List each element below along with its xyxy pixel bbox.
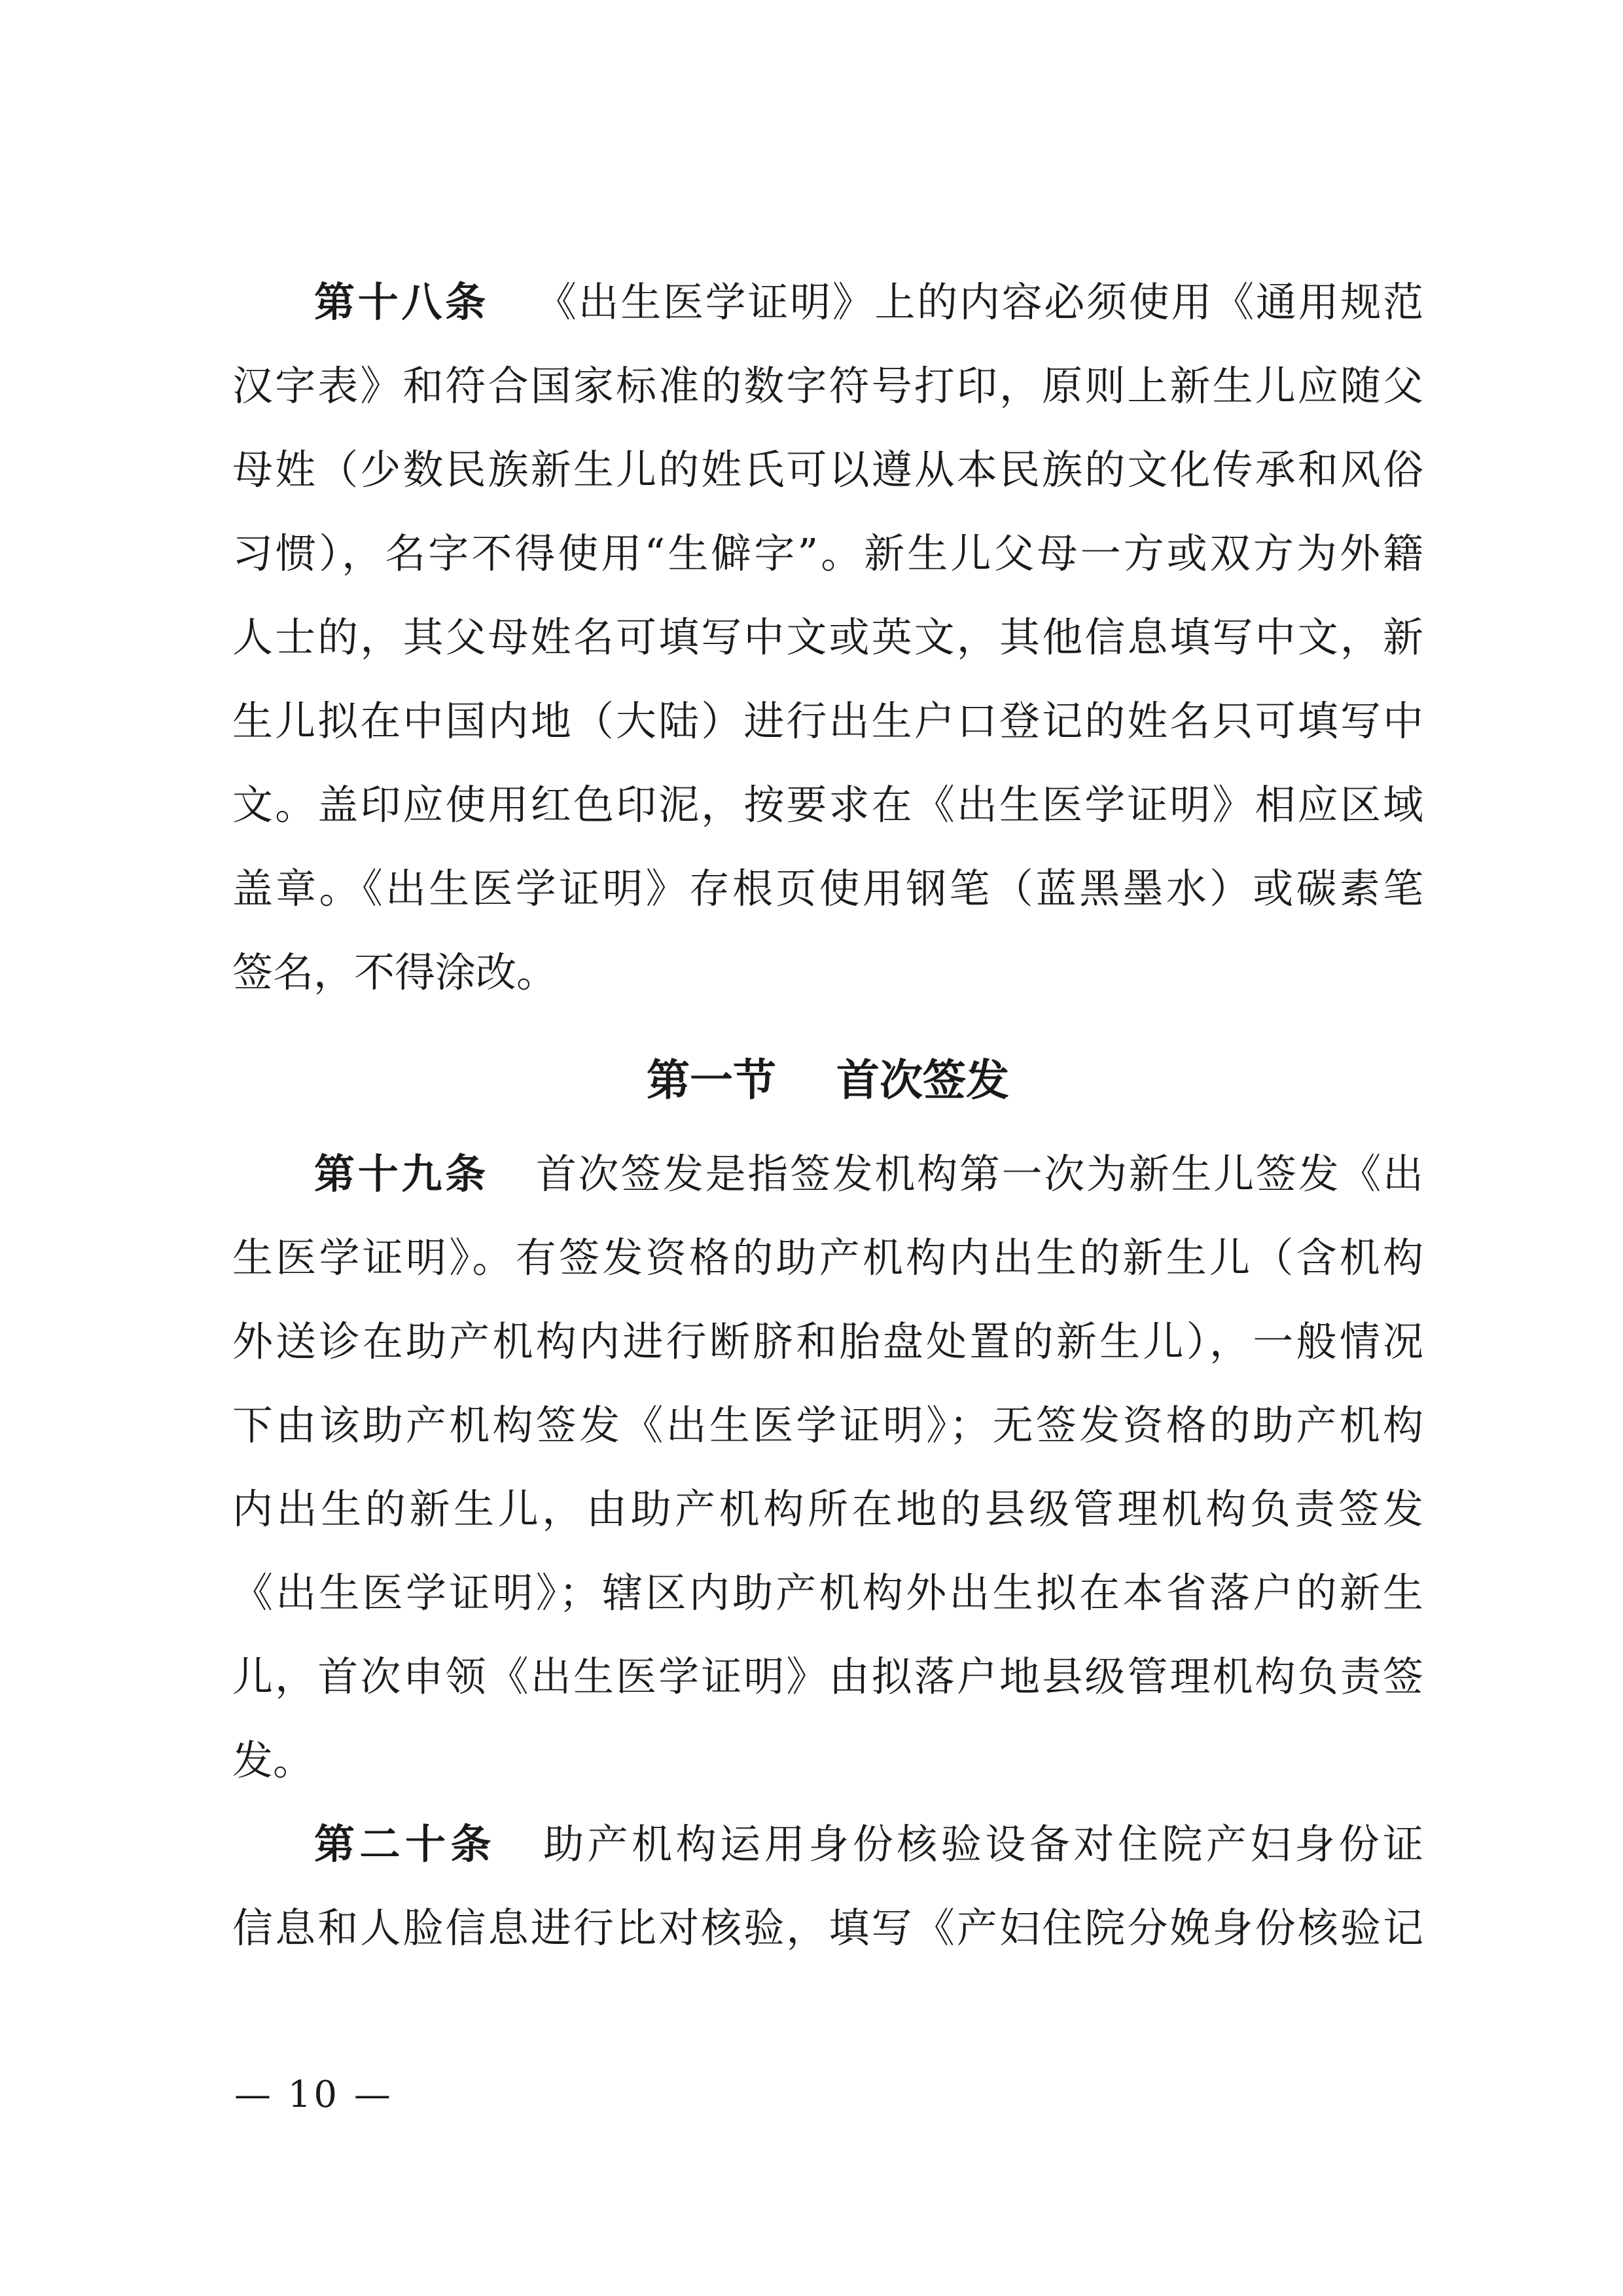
article-19-line-6: 《出生医学证明》；辖区内助产机构外出生拟在本省落户的新生 bbox=[232, 1569, 1423, 1617]
page-number: — 10 — bbox=[234, 2073, 393, 2116]
article-19-line-7: 儿，首次申领《出生医学证明》由拟落户地县级管理机构负责签 bbox=[232, 1653, 1423, 1700]
article-19-line-3: 外送诊在助产机构内进行断脐和胎盘处置的新生儿），一般情况 bbox=[232, 1318, 1423, 1365]
article-18-line-3: 母姓（少数民族新生儿的姓氏可以遵从本民族的文化传承和风俗 bbox=[232, 446, 1423, 493]
article-20-line-1: 第二十条 助产机构运用身份核验设备对住院产妇身份证 bbox=[314, 1820, 1423, 1868]
article-19-line-4: 下由该助产机构签发《出生医学证明》；无签发资格的助产机构 bbox=[232, 1401, 1423, 1449]
article-19-label: 第十九条 bbox=[314, 1150, 489, 1198]
article-20-line-2: 信息和人脸信息进行比对核验，填写《产妇住院分娩身份核验记 bbox=[232, 1904, 1423, 1952]
article-18-line-1: 第十八条 《出生医学证明》上的内容必须使用《通用规范 bbox=[314, 278, 1423, 326]
article-19-line-8: 发。 bbox=[232, 1736, 314, 1784]
article-18-line-2: 汉字表》和符合国家标准的数字符号打印，原则上新生儿应随父 bbox=[232, 362, 1423, 410]
article-18-line-9: 签名，不得涂改。 bbox=[232, 948, 558, 996]
article-18-line-8: 盖章。《出生医学证明》存根页使用钢笔（蓝黑墨水）或碳素笔 bbox=[232, 865, 1423, 912]
article-18-line-5: 人士的，其父母姓名可填写中文或英文，其他信息填写中文，新 bbox=[232, 613, 1423, 661]
article-18-line-7: 文。盖印应使用红色印泥，按要求在《出生医学证明》相应区域 bbox=[232, 781, 1423, 829]
article-20-label: 第二十条 bbox=[314, 1820, 497, 1868]
section-heading: 第一节 首次签发 bbox=[647, 1054, 1009, 1105]
article-18-label: 第十八条 bbox=[314, 278, 489, 326]
article-19-line-5: 内出生的新生儿，由助产机构所在地的县级管理机构负责签发 bbox=[232, 1485, 1423, 1533]
article-18-line-6: 生儿拟在中国内地（大陆）进行出生户口登记的姓名只可填写中 bbox=[232, 697, 1423, 745]
document-body bbox=[232, 260, 1423, 1970]
article-18-line-4: 习惯），名字不得使用“生僻字”。新生儿父母一方或双方为外籍 bbox=[232, 529, 1423, 577]
article-19-line-1: 第十九条 首次签发是指签发机构第一次为新生儿签发《出 bbox=[314, 1150, 1423, 1198]
article-19-line-2: 生医学证明》。有签发资格的助产机构内出生的新生儿（含机构 bbox=[232, 1234, 1423, 1282]
